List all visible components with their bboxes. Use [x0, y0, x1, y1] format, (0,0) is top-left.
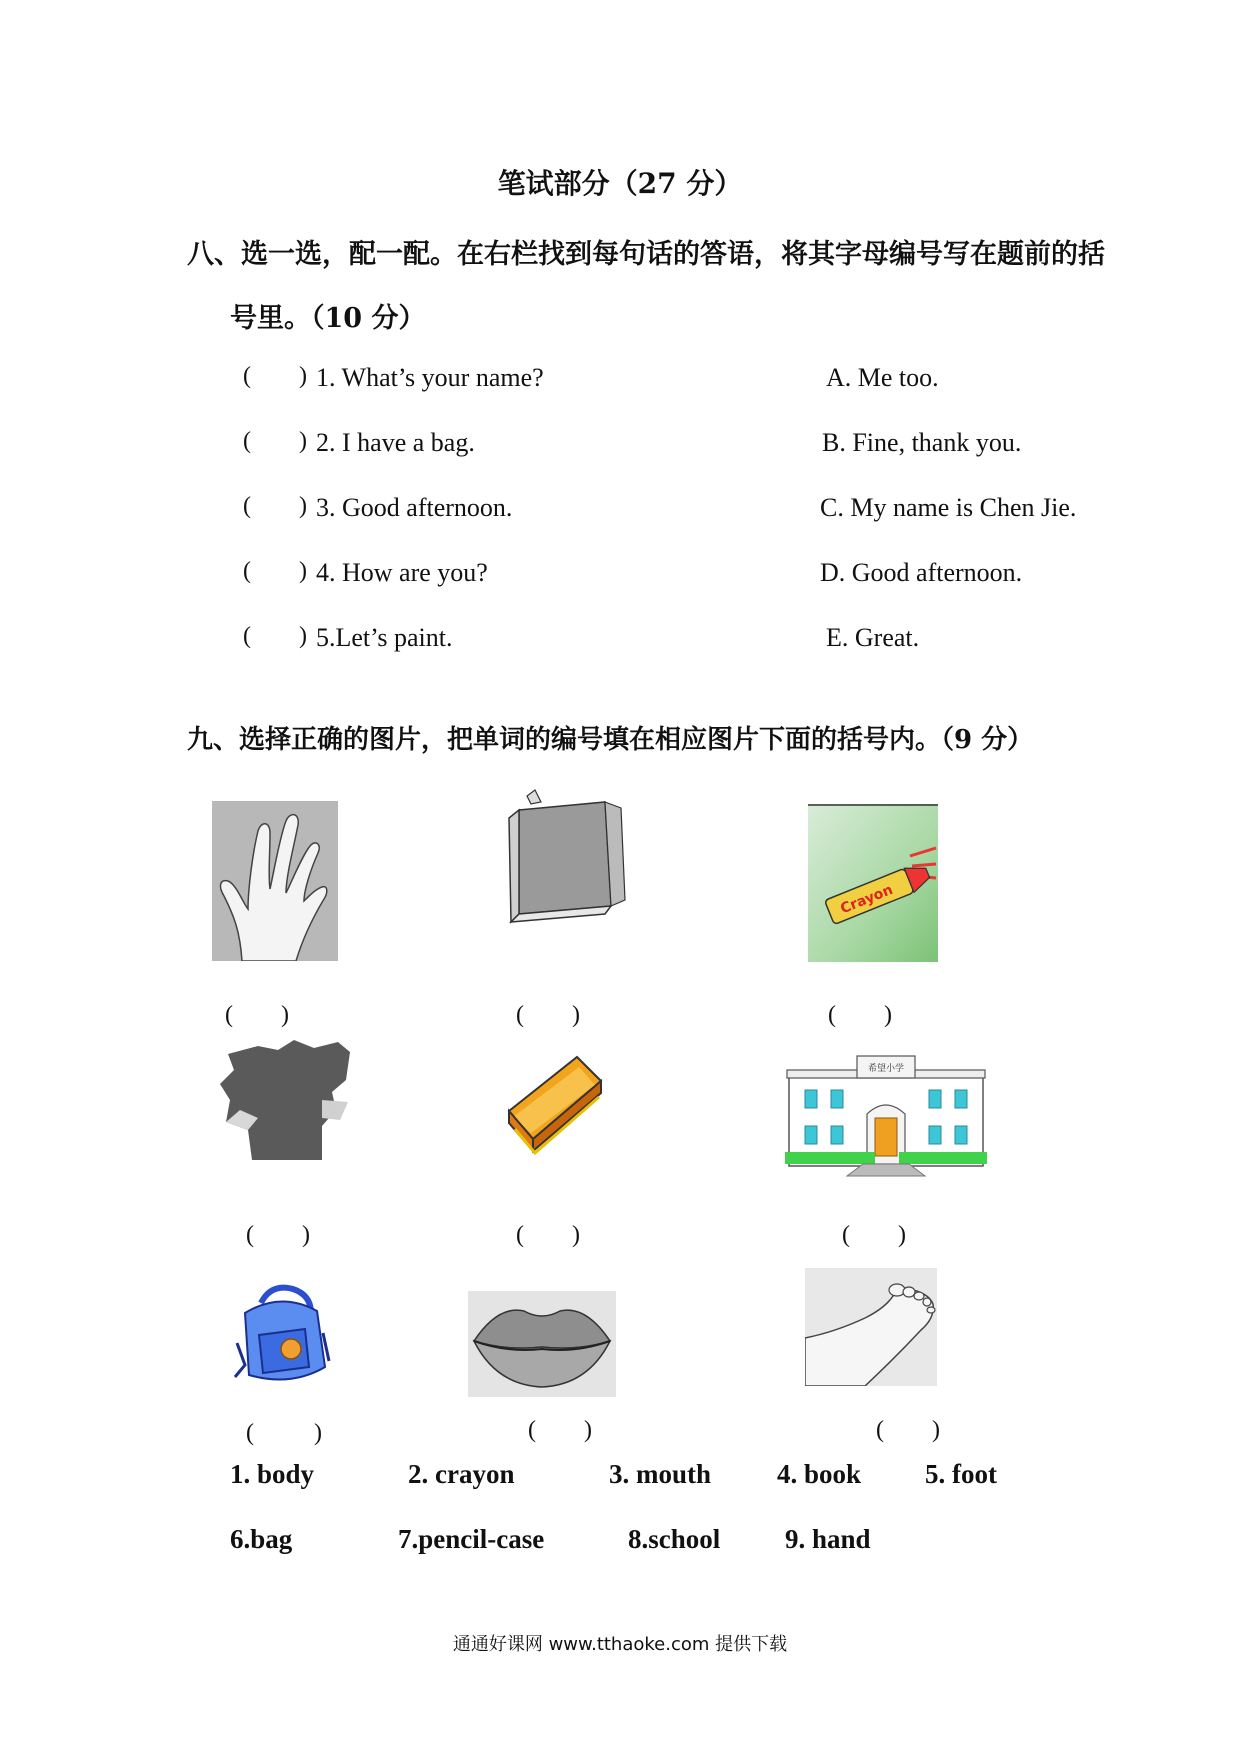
question-2: 2. I have a bag. [316, 428, 475, 457]
answer-c: C. My name is Chen Jie. [820, 493, 1077, 522]
foot-blank[interactable]: ( ) [876, 1417, 940, 1443]
book-picture [505, 782, 627, 930]
word-7: 7.pencil-case [398, 1524, 545, 1554]
school-picture [785, 1052, 987, 1178]
mouth-picture [468, 1291, 616, 1397]
hand-picture [212, 801, 338, 961]
word-1: 1. body [230, 1459, 315, 1489]
pencil-case-picture [505, 1055, 603, 1165]
answer-b: B. Fine, thank you. [822, 428, 1022, 457]
section8-heading-line1: 八、选一选，配一配。在右栏找到每句话的答语，将其字母编号写在题前的括 [187, 239, 1105, 270]
hand-blank[interactable]: ( ) [225, 1002, 289, 1028]
question-4: 4. How are you? [316, 558, 488, 587]
question-bracket-4[interactable]: ( ) [243, 558, 307, 584]
word-6: 6.bag [230, 1524, 293, 1554]
bag-blank[interactable]: ( ) [246, 1420, 322, 1446]
page-title: 笔试部分（27 分） [497, 167, 743, 200]
school-sign: 希望小学 [867, 1064, 905, 1074]
word-9: 9. hand [785, 1524, 871, 1554]
body-picture [218, 1040, 354, 1160]
question-bracket-5[interactable]: ( ) [243, 623, 307, 649]
word-8: 8.school [628, 1524, 721, 1554]
word-5: 5. foot [925, 1459, 997, 1489]
foot-picture [805, 1268, 937, 1386]
bag-picture [231, 1283, 331, 1387]
school-blank[interactable]: ( ) [842, 1222, 906, 1248]
section8-heading-line2: 号里。（10 分） [230, 303, 426, 334]
answer-a: A. Me too. [826, 363, 939, 392]
question-5: 5.Let’s paint. [316, 623, 453, 652]
section9-heading: 九、选择正确的图片，把单词的编号填在相应图片下面的括号内。（9 分） [187, 725, 1034, 755]
crayon-label: Crayon [838, 881, 896, 918]
mouth-blank[interactable]: ( ) [528, 1417, 592, 1443]
question-bracket-1[interactable]: ( ) [243, 363, 307, 389]
book-blank[interactable]: ( ) [516, 1002, 580, 1028]
question-bracket-3[interactable]: ( ) [243, 493, 307, 519]
crayon-blank[interactable]: ( ) [828, 1002, 892, 1028]
word-3: 3. mouth [609, 1459, 712, 1489]
body-blank[interactable]: ( ) [246, 1222, 310, 1248]
word-2: 2. crayon [408, 1459, 515, 1489]
word-4: 4. book [777, 1459, 862, 1489]
footer-watermark: 通通好课网 www.tthaoke.com 提供下载 [452, 1634, 788, 1655]
question-3: 3. Good afternoon. [316, 493, 513, 522]
pencil-case-blank[interactable]: ( ) [516, 1222, 580, 1248]
answer-e: E. Great. [826, 623, 920, 652]
question-1: 1. What’s your name? [316, 363, 544, 392]
question-bracket-2[interactable]: ( ) [243, 428, 307, 454]
crayon-picture [808, 804, 938, 962]
answer-d: D. Good afternoon. [820, 558, 1023, 587]
